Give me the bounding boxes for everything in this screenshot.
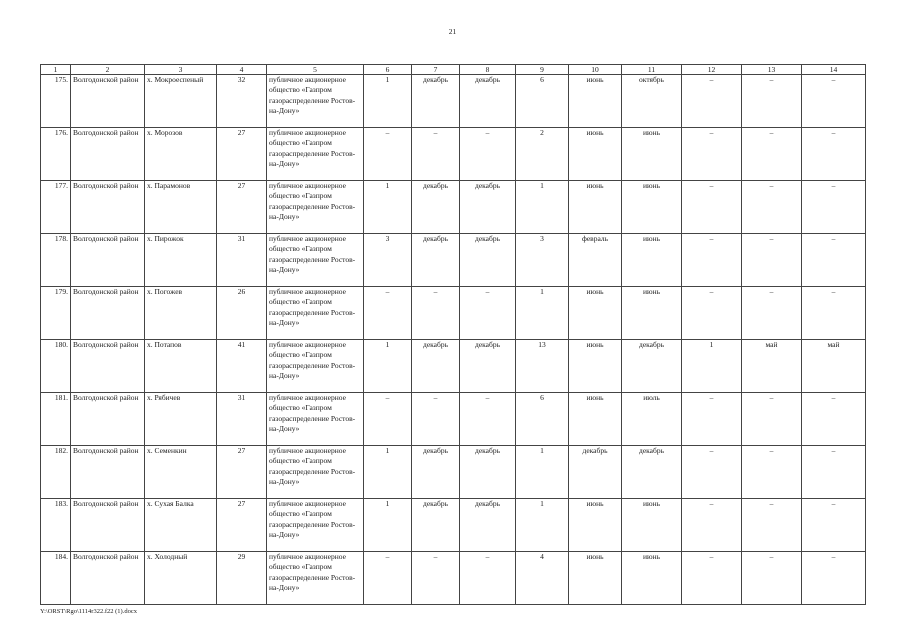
month-cell: – — [802, 287, 866, 340]
month-cell: – — [412, 552, 460, 605]
month-cell: декабрь — [412, 181, 460, 234]
organization-cell: публичное акционерное общество «Газпром газораспределение Ростов-на-Дону» — [267, 234, 364, 287]
settlement-cell: х. Морозов — [145, 128, 217, 181]
value-cell: – — [682, 446, 742, 499]
row-number-cell: 176. — [41, 128, 71, 181]
settlement-cell: х. Погожев — [145, 287, 217, 340]
column-header: 7 — [412, 65, 460, 75]
settlement-cell: х. Парамонов — [145, 181, 217, 234]
settlement-cell: х. Сухая Балка — [145, 499, 217, 552]
month-cell: декабрь — [460, 499, 516, 552]
row-number-cell: 177. — [41, 181, 71, 234]
month-cell: июнь — [622, 287, 682, 340]
month-cell: – — [742, 393, 802, 446]
column-header: 10 — [569, 65, 622, 75]
organization-cell: публичное акционерное общество «Газпром газораспределение Ростов-на-Дону» — [267, 181, 364, 234]
month-cell: декабрь — [622, 340, 682, 393]
count-cell: 41 — [217, 340, 267, 393]
month-cell: декабрь — [460, 446, 516, 499]
district-cell: Волгодонской район — [71, 75, 145, 128]
row-number-cell: 175. — [41, 75, 71, 128]
month-cell: – — [802, 234, 866, 287]
month-cell: – — [802, 128, 866, 181]
row-number-cell: 179. — [41, 287, 71, 340]
table-row — [41, 340, 866, 393]
district-cell: Волгодонской район — [71, 393, 145, 446]
column-header: 1 — [41, 65, 71, 75]
month-cell: – — [742, 552, 802, 605]
value-cell: – — [682, 287, 742, 340]
month-cell: – — [742, 75, 802, 128]
table-row — [41, 393, 866, 446]
district-cell: Волгодонской район — [71, 234, 145, 287]
column-header: 4 — [217, 65, 267, 75]
row-number-cell: 180. — [41, 340, 71, 393]
month-cell: декабрь — [569, 446, 622, 499]
month-cell: декабрь — [412, 234, 460, 287]
register-table — [40, 64, 866, 605]
value-cell: – — [682, 552, 742, 605]
value-cell: 1 — [516, 287, 569, 340]
value-cell: 1 — [364, 181, 412, 234]
district-cell: Волгодонской район — [71, 552, 145, 605]
settlement-cell: х. Потапов — [145, 340, 217, 393]
district-cell: Волгодонской район — [71, 446, 145, 499]
month-cell: декабрь — [460, 181, 516, 234]
value-cell: – — [364, 393, 412, 446]
value-cell: 1 — [364, 340, 412, 393]
column-number-row — [41, 65, 866, 75]
value-cell: 3 — [364, 234, 412, 287]
settlement-cell: х. Рябичев — [145, 393, 217, 446]
count-cell: 26 — [217, 287, 267, 340]
organization-cell: публичное акционерное общество «Газпром газораспределение Ростов-на-Дону» — [267, 446, 364, 499]
month-cell: – — [412, 393, 460, 446]
organization-cell: публичное акционерное общество «Газпром газораспределение Ростов-на-Дону» — [267, 552, 364, 605]
column-header: 8 — [460, 65, 516, 75]
value-cell: 1 — [364, 499, 412, 552]
value-cell: – — [364, 287, 412, 340]
value-cell: – — [682, 128, 742, 181]
table-row — [41, 287, 866, 340]
month-cell: – — [412, 128, 460, 181]
district-cell: Волгодонской район — [71, 340, 145, 393]
month-cell: – — [802, 446, 866, 499]
count-cell: 29 — [217, 552, 267, 605]
table-row — [41, 75, 866, 128]
month-cell: июнь — [569, 128, 622, 181]
month-cell: июнь — [622, 552, 682, 605]
table-row — [41, 128, 866, 181]
value-cell: 1 — [516, 499, 569, 552]
column-header: 2 — [71, 65, 145, 75]
organization-cell: публичное акционерное общество «Газпром газораспределение Ростов-на-Дону» — [267, 393, 364, 446]
count-cell: 27 — [217, 499, 267, 552]
month-cell: декабрь — [412, 446, 460, 499]
value-cell: 2 — [516, 128, 569, 181]
value-cell: 6 — [516, 393, 569, 446]
count-cell: 31 — [217, 234, 267, 287]
month-cell: декабрь — [412, 340, 460, 393]
row-number-cell: 184. — [41, 552, 71, 605]
month-cell: – — [742, 128, 802, 181]
month-cell: – — [460, 287, 516, 340]
month-cell: – — [742, 446, 802, 499]
month-cell: – — [742, 499, 802, 552]
column-header: 6 — [364, 65, 412, 75]
month-cell: июнь — [569, 393, 622, 446]
month-cell: май — [742, 340, 802, 393]
month-cell: – — [802, 499, 866, 552]
district-cell: Волгодонской район — [71, 181, 145, 234]
month-cell: – — [742, 287, 802, 340]
month-cell: – — [460, 393, 516, 446]
value-cell: 1 — [516, 446, 569, 499]
value-cell: 3 — [516, 234, 569, 287]
count-cell: 32 — [217, 75, 267, 128]
month-cell: – — [460, 552, 516, 605]
month-cell: – — [802, 181, 866, 234]
settlement-cell: х. Холодный — [145, 552, 217, 605]
column-header: 13 — [742, 65, 802, 75]
month-cell: июнь — [622, 181, 682, 234]
settlement-cell: х. Мокроеспеный — [145, 75, 217, 128]
district-cell: Волгодонской район — [71, 499, 145, 552]
value-cell: – — [682, 75, 742, 128]
page-number: 21 — [448, 27, 457, 36]
table-row — [41, 499, 866, 552]
count-cell: 31 — [217, 393, 267, 446]
value-cell: 1 — [682, 340, 742, 393]
value-cell: – — [682, 234, 742, 287]
value-cell: 1 — [364, 75, 412, 128]
value-cell: 1 — [364, 446, 412, 499]
settlement-cell: х. Пирожок — [145, 234, 217, 287]
row-number-cell: 178. — [41, 234, 71, 287]
month-cell: июнь — [569, 75, 622, 128]
organization-cell: публичное акционерное общество «Газпром газораспределение Ростов-на-Дону» — [267, 128, 364, 181]
value-cell: – — [682, 181, 742, 234]
column-header: 9 — [516, 65, 569, 75]
month-cell: декабрь — [412, 499, 460, 552]
month-cell: июнь — [622, 128, 682, 181]
month-cell: – — [802, 75, 866, 128]
month-cell: – — [412, 287, 460, 340]
organization-cell: публичное акционерное общество «Газпром газораспределение Ростов-на-Дону» — [267, 75, 364, 128]
row-number-cell: 181. — [41, 393, 71, 446]
value-cell: – — [364, 128, 412, 181]
month-cell: октябрь — [622, 75, 682, 128]
month-cell: июнь — [622, 234, 682, 287]
column-header: 11 — [622, 65, 682, 75]
district-cell: Волгодонской район — [71, 287, 145, 340]
month-cell: декабрь — [622, 446, 682, 499]
table-row — [41, 181, 866, 234]
value-cell: 6 — [516, 75, 569, 128]
month-cell: июнь — [622, 499, 682, 552]
month-cell: июнь — [569, 181, 622, 234]
settlement-cell: х. Семенкин — [145, 446, 217, 499]
month-cell: декабрь — [460, 340, 516, 393]
value-cell: 1 — [516, 181, 569, 234]
row-number-cell: 183. — [41, 499, 71, 552]
column-header: 14 — [802, 65, 866, 75]
row-number-cell: 182. — [41, 446, 71, 499]
table-row — [41, 234, 866, 287]
month-cell: июнь — [569, 340, 622, 393]
month-cell: июнь — [569, 552, 622, 605]
month-cell: декабрь — [460, 234, 516, 287]
count-cell: 27 — [217, 181, 267, 234]
month-cell: июнь — [569, 287, 622, 340]
month-cell: декабрь — [460, 75, 516, 128]
table-row — [41, 446, 866, 499]
month-cell: июнь — [569, 499, 622, 552]
month-cell: май — [802, 340, 866, 393]
organization-cell: публичное акционерное общество «Газпром газораспределение Ростов-на-Дону» — [267, 287, 364, 340]
value-cell: 4 — [516, 552, 569, 605]
month-cell: – — [802, 552, 866, 605]
value-cell: – — [682, 499, 742, 552]
column-header: 3 — [145, 65, 217, 75]
month-cell: – — [742, 181, 802, 234]
month-cell: – — [742, 234, 802, 287]
month-cell: – — [460, 128, 516, 181]
count-cell: 27 — [217, 128, 267, 181]
organization-cell: публичное акционерное общество «Газпром газораспределение Ростов-на-Дону» — [267, 340, 364, 393]
month-cell: июль — [622, 393, 682, 446]
month-cell: февраль — [569, 234, 622, 287]
column-header: 5 — [267, 65, 364, 75]
table-row — [41, 552, 866, 605]
month-cell: – — [802, 393, 866, 446]
file-path-footer: Y:\ORST\Rgo\1114r322.f22 (1).docx — [40, 608, 137, 615]
column-header: 12 — [682, 65, 742, 75]
value-cell: – — [364, 552, 412, 605]
month-cell: декабрь — [412, 75, 460, 128]
value-cell: 13 — [516, 340, 569, 393]
count-cell: 27 — [217, 446, 267, 499]
district-cell: Волгодонской район — [71, 128, 145, 181]
value-cell: – — [682, 393, 742, 446]
organization-cell: публичное акционерное общество «Газпром газораспределение Ростов-на-Дону» — [267, 499, 364, 552]
